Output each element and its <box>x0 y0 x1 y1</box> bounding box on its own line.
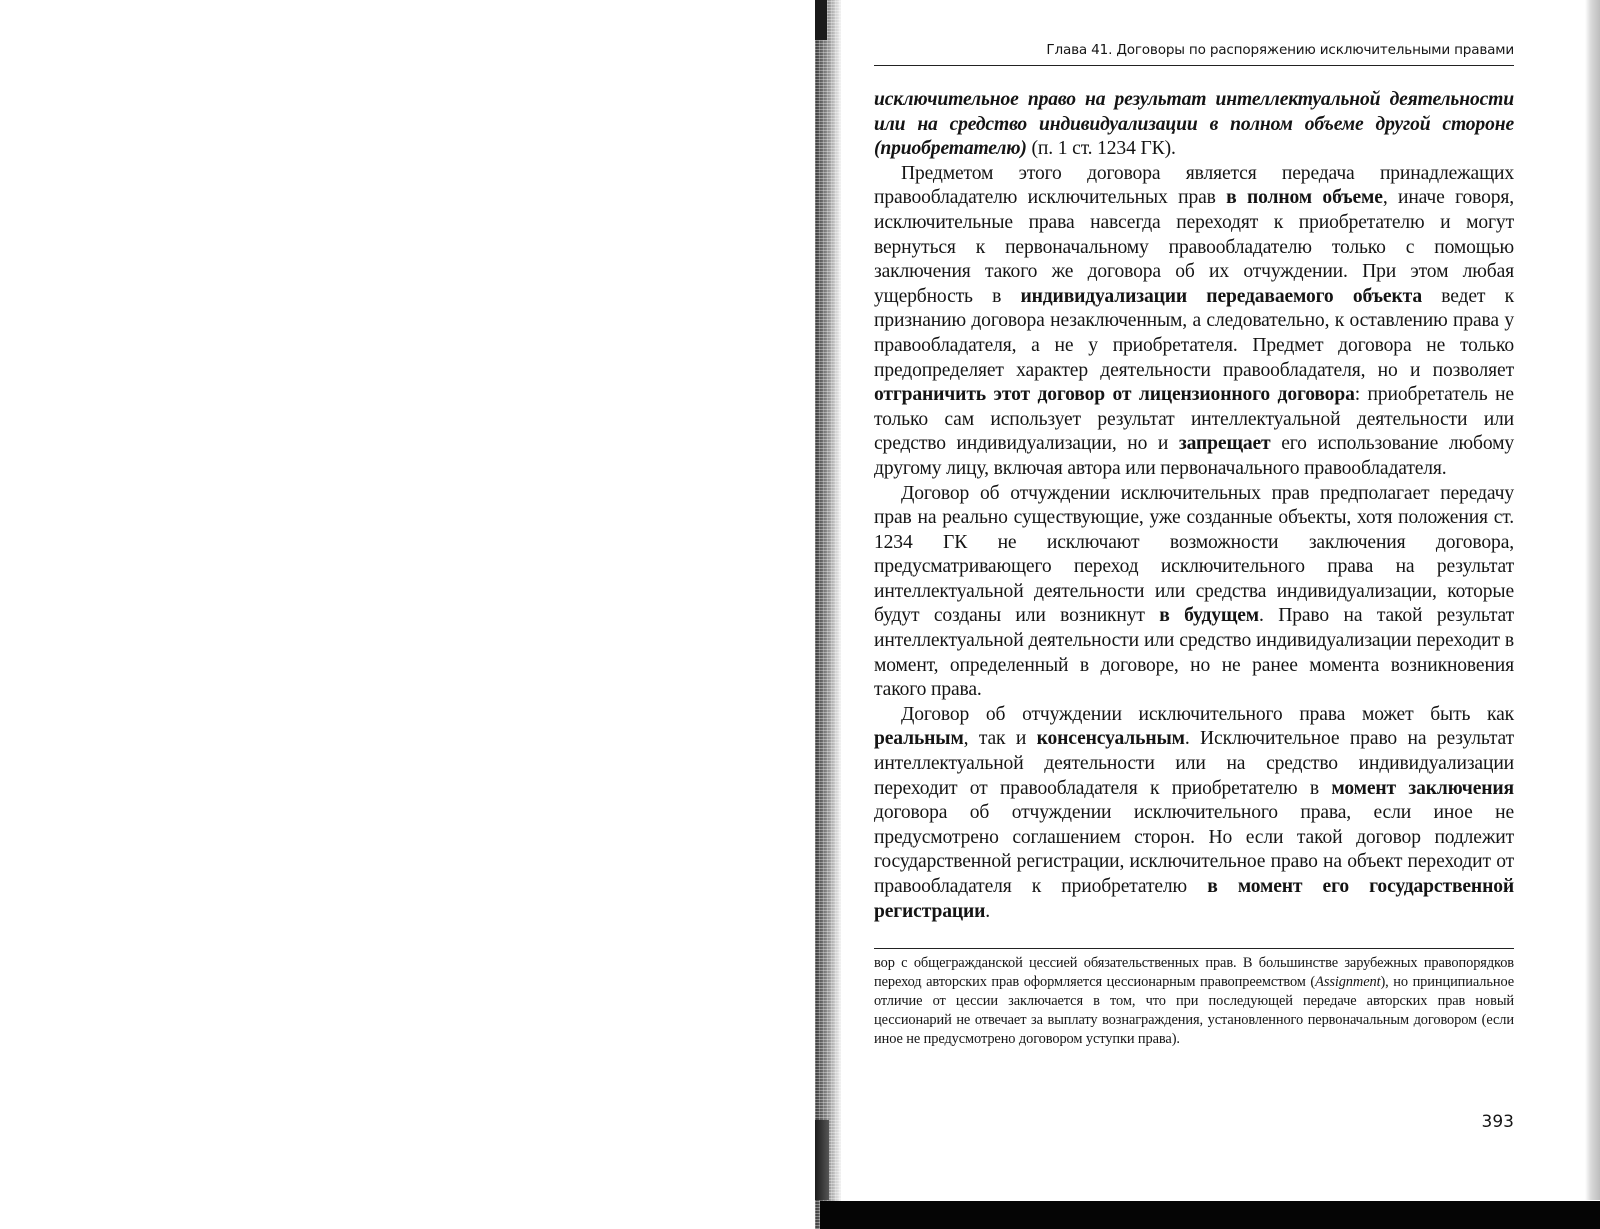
emphasis-bold: реальным <box>874 728 964 750</box>
page-number: 393 <box>1481 1112 1514 1132</box>
text-run: (п. 1 ст. 1234 ГК). <box>1026 138 1176 160</box>
running-head: Глава 41. Договоры по распоряжению исключительными правами <box>874 40 1514 66</box>
footnote <box>874 954 1514 1049</box>
footnote-divider <box>874 948 1514 949</box>
book-spine-top-dark <box>815 0 827 40</box>
paragraph-4 <box>874 703 1514 924</box>
text-run: Договор об отчуждении исключительного права может быть как <box>901 703 1514 725</box>
text-run: : приобретатель не только сам использует результат интеллектуальной деятельности или средство индивидуализации, но и <box>874 384 1514 455</box>
text-run: ведет к признанию договора незаключенным, а следовательно, к оставлению права у правообладателя, а не у приобретателя. Предмет договора не только предопределяет характер деятельности правообладателя, но и позволяет <box>874 285 1514 381</box>
paragraph-3 <box>874 482 1514 703</box>
emphasis-bold: момент заключения <box>1331 777 1514 799</box>
scanner-bottom-edge <box>820 1201 1600 1229</box>
emphasis-bold: консенсуальным <box>1036 728 1185 750</box>
text-run: . <box>985 900 991 922</box>
emphasis-bold: отграничить этот договор от лицензионного договора <box>874 384 1355 406</box>
paragraph-2 <box>874 162 1514 482</box>
emphasis-bold-italic: исключительное право на результат интеллектуальной деятельности или на средство индивидуализации в полном объеме другой стороне (приобретателю) <box>874 89 1514 160</box>
emphasis-bold: в полном объеме <box>1226 187 1383 209</box>
text-run: его использование любому другому лицу, включая автора или первоначального правообладателя. <box>874 433 1514 479</box>
page-content <box>874 40 1514 1049</box>
main-text <box>874 88 1514 924</box>
emphasis-bold: в момент его государственной регистрации <box>874 876 1514 922</box>
text-run: . Исключительное право на результат интеллектуальной деятельности или на средство индивидуализации переходит от правообладателя к приобретателю в <box>874 728 1514 799</box>
emphasis-bold: в будущем <box>1159 605 1260 627</box>
text-run: . Право на такой результат интеллектуальной деятельности или средство индивидуализации переходит в момент, определенный в договоре, но не ранее момента возникновения такого права. <box>874 605 1514 701</box>
book-spine-shadow <box>815 0 841 1229</box>
page-edge-right <box>1585 0 1600 1200</box>
book-spine-bottom-dark <box>815 1120 829 1200</box>
text-run: договора об отчуждении исключительного права, если иное не предусмотрено соглашением сторон. Но если такой договор подлежит государственной регистрации, исключительное право на объект переходит от правообладателя к приобретателю <box>874 802 1514 897</box>
text-run: , так и <box>963 728 1037 750</box>
text-run: Договор об отчуждении исключительных прав предполагает передачу прав на реально существующие, уже созданные объекты, хотя положения ст. 1234 ГК не исключают возможности заключения договора, предусматривающего переход исключительного права на результат интеллектуальной деятельности или средства индивидуализации, которые будут созданы или возникнут <box>874 482 1514 627</box>
paragraph-1 <box>874 88 1514 162</box>
footnote-text-run: вор с общегражданской цессией обязательственных прав. В большинстве зарубежных правопорядков переход авторских прав оформляется цессионарным правопреемством ( <box>874 955 1514 991</box>
footnote-italic-term: Assignment <box>1315 974 1381 991</box>
text-run: , иначе говоря, исключительные права навсегда переходят к приобретателю и могут вернуться к первоначальному правообладателю только с помощью заключения такого же договора об их отчуждении. При этом любая ущербность в <box>874 187 1515 307</box>
emphasis-bold: индивидуализации передаваемого объекта <box>1020 285 1422 307</box>
emphasis-bold: запрещает <box>1178 433 1271 455</box>
text-run: Предметом этого договора является передача принадлежащих правообладателю исключительных прав <box>874 162 1514 209</box>
footnote-text-run: ), но принципиальное отличие от цессии заключается в том, что при последующей передаче авторских прав новый цессионарий не отвечает за выплату вознаграждения, установленного первоначальным договором (если иное не предусмотрено договором уступки права). <box>874 974 1515 1048</box>
